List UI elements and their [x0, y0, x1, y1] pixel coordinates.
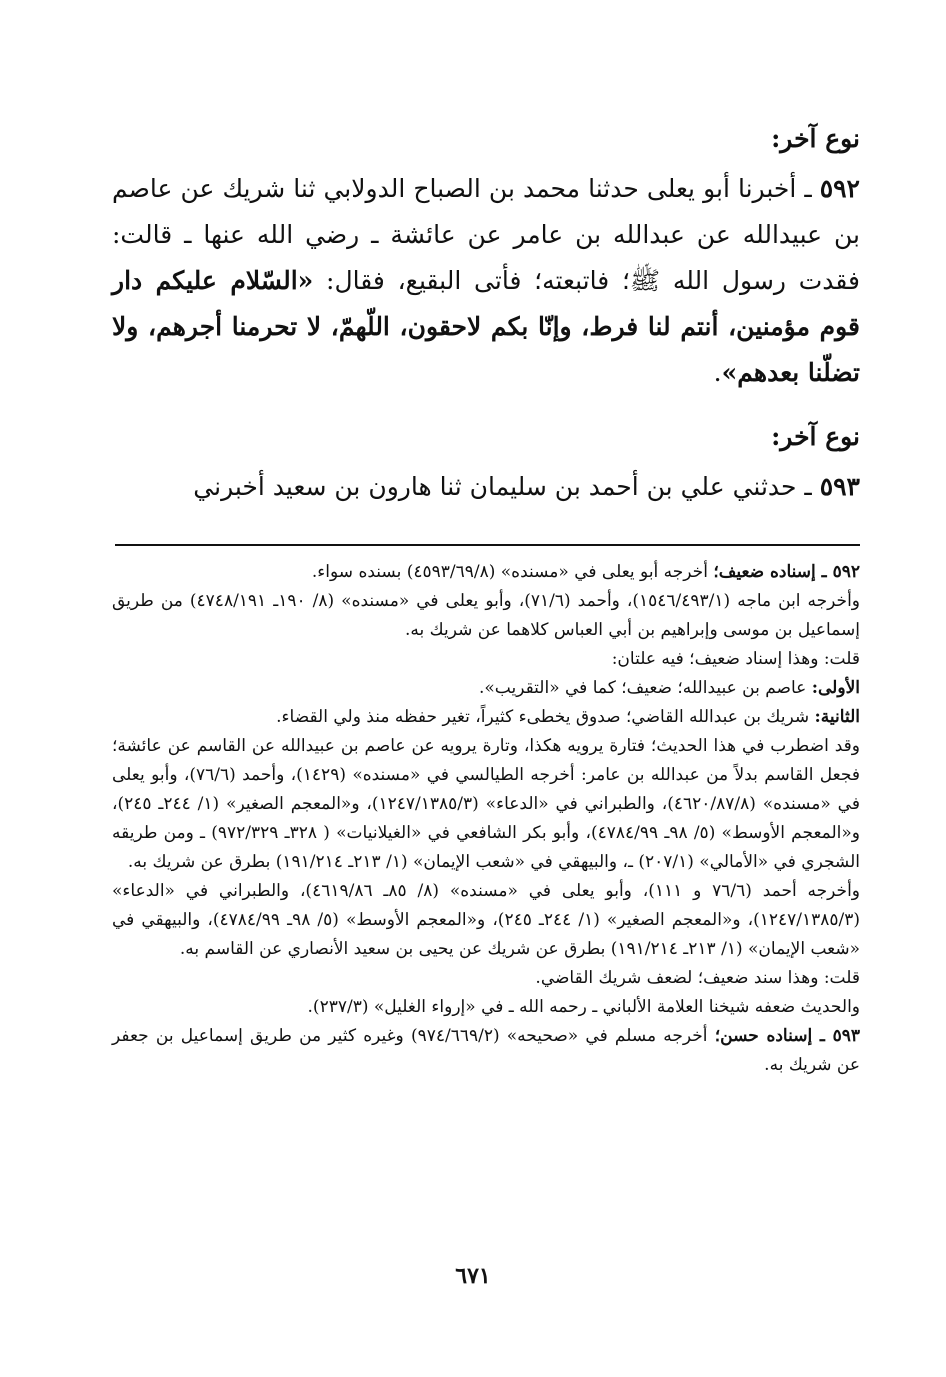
footnote-592-text: أخرجه أبو يعلى في «مسنده» (٤٥٩٣/٦٩/٨) بسنده سواء.	[311, 562, 714, 582]
hadith-593-text: ـ حدثني علي بن أحمد بن سليمان ثنا هارون بن سعيد أخبرني	[193, 472, 820, 501]
footnote-separator	[115, 544, 860, 546]
footnote-paragraph: قلت: وهذا إسناد ضعيف؛ فيه علتان:	[611, 649, 860, 669]
footnote-second-text: شريك بن عبدالله القاضي؛ صدوق يخطىء كثيراً، تغير حفظه منذ ولي القضاء.	[276, 707, 815, 727]
hadith-592	[112, 166, 860, 396]
hadith-592-end: .	[713, 358, 722, 387]
footnote-593-number: ٥٩٣	[832, 1026, 860, 1046]
hadith-592-text: ـ أخبرنا أبو يعلى حدثنا محمد بن الصباح الدولابي ثنا شريك عن عاصم بن عبيدالله عن عبدالله بن عامر عن عائشة ـ رضي الله عنها ـ قالت: فقدت رسول الله ﷺ؛ فاتبعته؛ فأتى البقيع، فقال:	[112, 174, 860, 295]
hadith-number-593: ٥٩٣	[819, 472, 860, 501]
section-heading-2: نوع آخر:	[771, 422, 860, 451]
footnote-paragraph: وقد اضطرب في هذا الحديث؛ فتارة يرويه هكذا، وتارة يرويه عن عاصم بن عبيدالله عن القاسم عن عائشة؛ فجعل القاسم بدلاً من عبدالله بن عامر: أخرجه الطيالسي في «مسنده» (١٤٢٩)، وأحمد (٧٦/٦)، وأبو يعلى في «مسنده» (٤٦٢٠/٨٧/٨)، والطبراني في «الدعاء» (١٢٤٧/١٣٨٥/٣)، و«المعجم الصغير» (١/ ٢٤٤ـ ٢٤٥)، و«المعجم الأوسط» (٥/ ٩٨ـ ٤٧٨٤/٩٩)، وأبو بكر الشافعي في «الغيلانيات» ( ٣٢٨ـ ٩٧٢/٣٢٩) ـ ومن طريقه الشجري في «الأمالي» (٢٠٧/١) ـ، والبيهقي في «شعب الإيمان» (١/ ٢١٣ـ ١٩١/٢١٤) بطرق عن شريك به.	[112, 736, 861, 872]
footnote-592-number: ٥٩٢	[832, 562, 860, 582]
hadith-593	[112, 464, 860, 510]
footnote-paragraph: وأخرجه ابن ماجه (١٥٤٦/٤٩٣/١)، وأحمد (٧١/٦)، وأبو يعلى في «مسنده» (٨/ ١٩٠ـ ٤٧٤٨/١٩١) من طريق إسماعيل بن موسى وإبراهيم بن أبي العباس كلاهما عن شريك به.	[112, 591, 860, 640]
footnotes	[112, 558, 860, 1080]
footnote-593-text: أخرجه مسلم في «صحيحه» (٩٧٤/٦٦٩/٢) وغيره كثير من طريق إسماعيل بن جعفر عن شريك به.	[112, 1026, 860, 1075]
footnote-first-label: الأولى:	[811, 678, 860, 698]
footnote-paragraph: قلت: وهذا سند ضعيف؛ لضعف شريك القاضي.	[535, 968, 860, 988]
main-text	[112, 116, 860, 510]
footnote-second-label: الثانية:	[814, 707, 860, 727]
footnote-first-text: عاصم بن عبيدالله؛ ضعيف؛ كما في «التقريب».	[478, 678, 812, 698]
footnote-592-grading: ـ إسناده ضعيف؛	[713, 562, 833, 582]
hadith-number-592: ٥٩٢	[819, 174, 860, 203]
footnote-paragraph: والحديث ضعفه شيخنا العلامة الألباني ـ رحمه الله ـ في «إرواء الغليل» (٢٣٧/٣).	[307, 997, 860, 1017]
footnote-592	[112, 558, 860, 587]
section-heading-1: نوع آخر:	[771, 124, 860, 153]
footnote-593-grading: ـ إسناده حسن؛	[714, 1026, 833, 1046]
footnote-second-defect	[112, 703, 860, 732]
footnote-593	[112, 1022, 860, 1080]
hadith-592-matn: «السّلام عليكم دار قوم مؤمنين، أنتم لنا فرط، وإنّا بكم لاحقون، اللّهمّ، لا تحرمنا أجرهم، ولا تضلّنا بعدهم»	[112, 266, 860, 387]
footnote-paragraph: وأخرجه أحمد (٧٦/٦ و ١١١)، وأبو يعلى في «مسنده» (٨/ ٨٥ـ ٤٦١٩/٨٦)، والطبراني في «الدعاء» (١٢٤٧/١٣٨٥/٣)، و«المعجم الصغير» (١/ ٢٤٤ـ ٢٤٥)، و«المعجم الأوسط» (٥/ ٩٨ـ ٤٧٨٤/٩٩)، والبيهقي في «شعب الإيمان» (١/ ٢١٣ـ ١٩١/٢١٤) بطرق عن شريك عن يحيى بن سعيد الأنصاري عن القاسم به.	[112, 881, 861, 959]
footnote-first-defect	[112, 674, 860, 703]
page-number: ٦٧١	[455, 1263, 491, 1289]
